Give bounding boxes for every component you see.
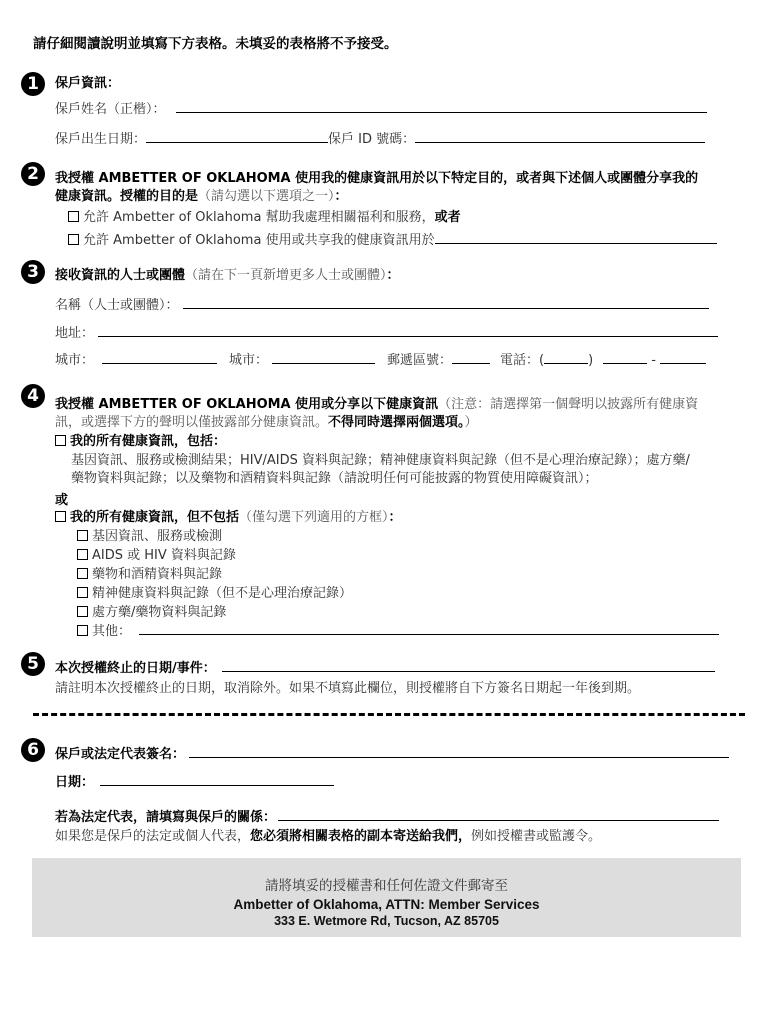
phone-dash: - xyxy=(651,353,656,368)
signature-field[interactable] xyxy=(189,745,729,758)
checkbox[interactable] xyxy=(77,625,88,636)
except-item-hiv[interactable] xyxy=(77,544,236,563)
checkbox[interactable] xyxy=(55,435,66,446)
member-name-field[interactable] xyxy=(176,100,707,113)
member-name-label: 保戶姓名（正楷）： xyxy=(55,102,166,117)
section-6-badge: 6 xyxy=(21,738,45,762)
section-2-option-1[interactable] xyxy=(68,206,461,225)
all-info-label: 我的所有健康資訊，包括： xyxy=(70,434,227,449)
date-label: 日期： xyxy=(55,775,95,790)
relationship-row xyxy=(55,806,719,825)
section-5-row xyxy=(55,657,715,676)
except-item-label: 藥物和酒精資料與記錄 xyxy=(92,567,223,582)
member-name-row xyxy=(55,98,707,117)
all-info-detail-1: 基因資訊、服務或檢測結果；HIV/AIDS 資料與記錄；精神健康資料與記錄（但不是心理治療記錄）；處方藥/ xyxy=(71,453,690,468)
checkbox[interactable] xyxy=(68,234,79,245)
section-2-colon: ： xyxy=(334,189,348,204)
option-2-purpose-field[interactable] xyxy=(435,231,717,244)
signature-row xyxy=(55,743,729,762)
section-2-badge: 2 xyxy=(21,162,45,186)
section-4-title: 我授權 AMBETTER OF OKLAHOMA 使用或分享以下健康資訊 xyxy=(55,397,439,412)
option-1-label: 允許 Ambetter of Oklahoma 幫助我處理相關福利和服務， xyxy=(83,210,435,225)
recipient-city-label: 城市： xyxy=(55,353,95,368)
mailing-recipient: Ambetter of Oklahoma, ATTN: Member Services xyxy=(233,897,540,912)
except-item-substance[interactable] xyxy=(77,563,222,582)
section-3-colon: ： xyxy=(386,268,400,283)
expiration-field[interactable] xyxy=(222,659,715,672)
recipient-phone-area-field[interactable] xyxy=(544,351,588,364)
except-note: （僅勾選下列適用的方框） xyxy=(239,510,389,525)
date-field[interactable] xyxy=(100,773,334,786)
section-2-purpose-note: （請勾選以下選項之一） xyxy=(198,189,335,204)
recipient-address-label: 地址： xyxy=(55,326,95,341)
section-4-note-a: （注意：請選擇第一個聲明以披露所有健康資 xyxy=(438,397,699,412)
except-item-label: AIDS 或 HIV 資料與記錄 xyxy=(92,548,236,563)
section-4-heading-line1 xyxy=(55,393,698,412)
section-3-badge: 3 xyxy=(21,260,45,284)
rep-note-a: 如果您是保戶的法定或個人代表， xyxy=(55,829,251,844)
checkbox[interactable] xyxy=(77,587,88,598)
section-3-note: （請在下一頁新增更多人士或團體） xyxy=(185,268,387,283)
member-id-field[interactable] xyxy=(415,130,705,143)
except-colon: ： xyxy=(388,510,402,525)
section-3-heading xyxy=(55,264,400,283)
phone-paren: ) xyxy=(588,353,594,368)
section-4-note-b: 訊，或選擇下方的聲明以僅披露部分健康資訊。 xyxy=(55,415,329,430)
except-item-genetic[interactable] xyxy=(77,525,222,544)
section-3-title: 接收資訊的人士或團體 xyxy=(55,268,186,283)
checkbox[interactable] xyxy=(68,211,79,222)
section-4-heading-line2 xyxy=(55,411,478,430)
except-item-label: 其他： xyxy=(92,624,132,639)
recipient-zip-label: 郵遞區號： xyxy=(387,353,453,368)
section-4-badge: 4 xyxy=(21,384,45,408)
recipient-phone-line-field[interactable] xyxy=(660,351,706,364)
section-1-badge: 1 xyxy=(21,72,45,96)
section-2-heading-line1: 我授權 AMBETTER OF OKLAHOMA 使用我的健康資訊用於以下特定目的，或者與下述個人或團體分享我的 xyxy=(55,171,699,186)
mailing-address-box xyxy=(32,858,741,937)
option-1-or: 或者 xyxy=(434,210,461,225)
section-5-badge: 5 xyxy=(21,652,45,676)
option-2-label: 允許 Ambetter of Oklahoma 使用或共享我的健康資訊用於 xyxy=(83,233,435,248)
recipient-address-row xyxy=(55,322,718,341)
mailing-address: 333 E. Wetmore Rd, Tucson, AZ 85705 xyxy=(274,914,499,928)
except-item-mental[interactable] xyxy=(77,582,352,601)
except-option[interactable] xyxy=(55,506,402,525)
checkbox[interactable] xyxy=(77,568,88,579)
member-id-label: 保戶 ID 號碼： xyxy=(328,132,416,147)
cut-line-divider xyxy=(33,713,745,716)
except-item-prescription[interactable] xyxy=(77,601,226,620)
checkbox[interactable] xyxy=(55,511,66,522)
recipient-phone-label: 電話：( xyxy=(500,353,545,368)
recipient-name-row xyxy=(55,294,709,313)
section-2-purpose-label: 健康資訊。授權的目的是 xyxy=(55,189,199,204)
all-info-option[interactable] xyxy=(55,430,226,449)
rep-note-b: 例如授權書或監護令。 xyxy=(471,829,602,844)
section-2-heading-line2 xyxy=(55,185,348,204)
section-1-heading: 保戶資訊： xyxy=(55,76,121,91)
except-item-label: 處方藥/藥物資料與記錄 xyxy=(92,605,227,620)
recipient-city-row xyxy=(55,349,706,368)
recipient-city-field[interactable] xyxy=(102,351,217,364)
relationship-field[interactable] xyxy=(278,808,719,821)
relationship-label: 若為法定代表，請填寫與保戶的關係： xyxy=(55,810,277,825)
other-field[interactable] xyxy=(139,622,719,635)
member-dob-label: 保戶出生日期： xyxy=(55,132,147,147)
expiration-label: 本次授權終止的日期/事件： xyxy=(55,661,216,676)
intro-instructions: 請仔細閱讀說明並填寫下方表格。未填妥的表格將不予接受。 xyxy=(33,36,398,52)
except-label: 我的所有健康資訊，但不包括 xyxy=(70,510,240,525)
recipient-city2-label: 城市： xyxy=(229,353,269,368)
except-item-label: 精神健康資料與記錄（但不是心理治療記錄） xyxy=(92,586,353,601)
recipient-city2-field[interactable] xyxy=(272,351,375,364)
checkbox[interactable] xyxy=(77,530,88,541)
recipient-phone-prefix-field[interactable] xyxy=(603,351,647,364)
date-row xyxy=(55,771,334,790)
mailing-instruction: 請將填妥的授權書和任何佐證文件郵寄至 xyxy=(265,878,508,894)
member-dob-id-row xyxy=(55,128,705,147)
all-info-detail-2: 藥物資料與記錄；以及藥物和酒精資料與記錄（請說明任何可能披露的物質使用障礙資訊）； xyxy=(71,471,598,486)
recipient-name-field[interactable] xyxy=(183,296,709,309)
recipient-name-label: 名稱（人士或團體）： xyxy=(55,298,179,313)
checkbox[interactable] xyxy=(77,549,88,560)
representative-note xyxy=(55,825,601,844)
member-dob-field[interactable] xyxy=(146,130,328,143)
or-divider: 或 xyxy=(55,493,69,508)
checkbox[interactable] xyxy=(77,606,88,617)
expiration-note: 請註明本次授權終止的日期，取消除外。如果不填寫此欄位，則授權將自下方簽名日期起一年後到期。 xyxy=(55,681,641,696)
recipient-address-field[interactable] xyxy=(98,324,718,337)
section-2-option-2[interactable] xyxy=(68,229,717,248)
recipient-zip-field[interactable] xyxy=(452,351,490,364)
rep-note-bold: 您必須將相關表格的副本寄送給我們， xyxy=(250,829,472,844)
except-item-label: 基因資訊、服務或檢測 xyxy=(92,529,223,544)
signature-label: 保戶或法定代表簽名： xyxy=(55,747,186,762)
except-item-other[interactable] xyxy=(77,620,719,639)
section-4-paren: ） xyxy=(464,415,478,430)
section-4-warning: 不得同時選擇兩個選項。 xyxy=(328,415,465,430)
